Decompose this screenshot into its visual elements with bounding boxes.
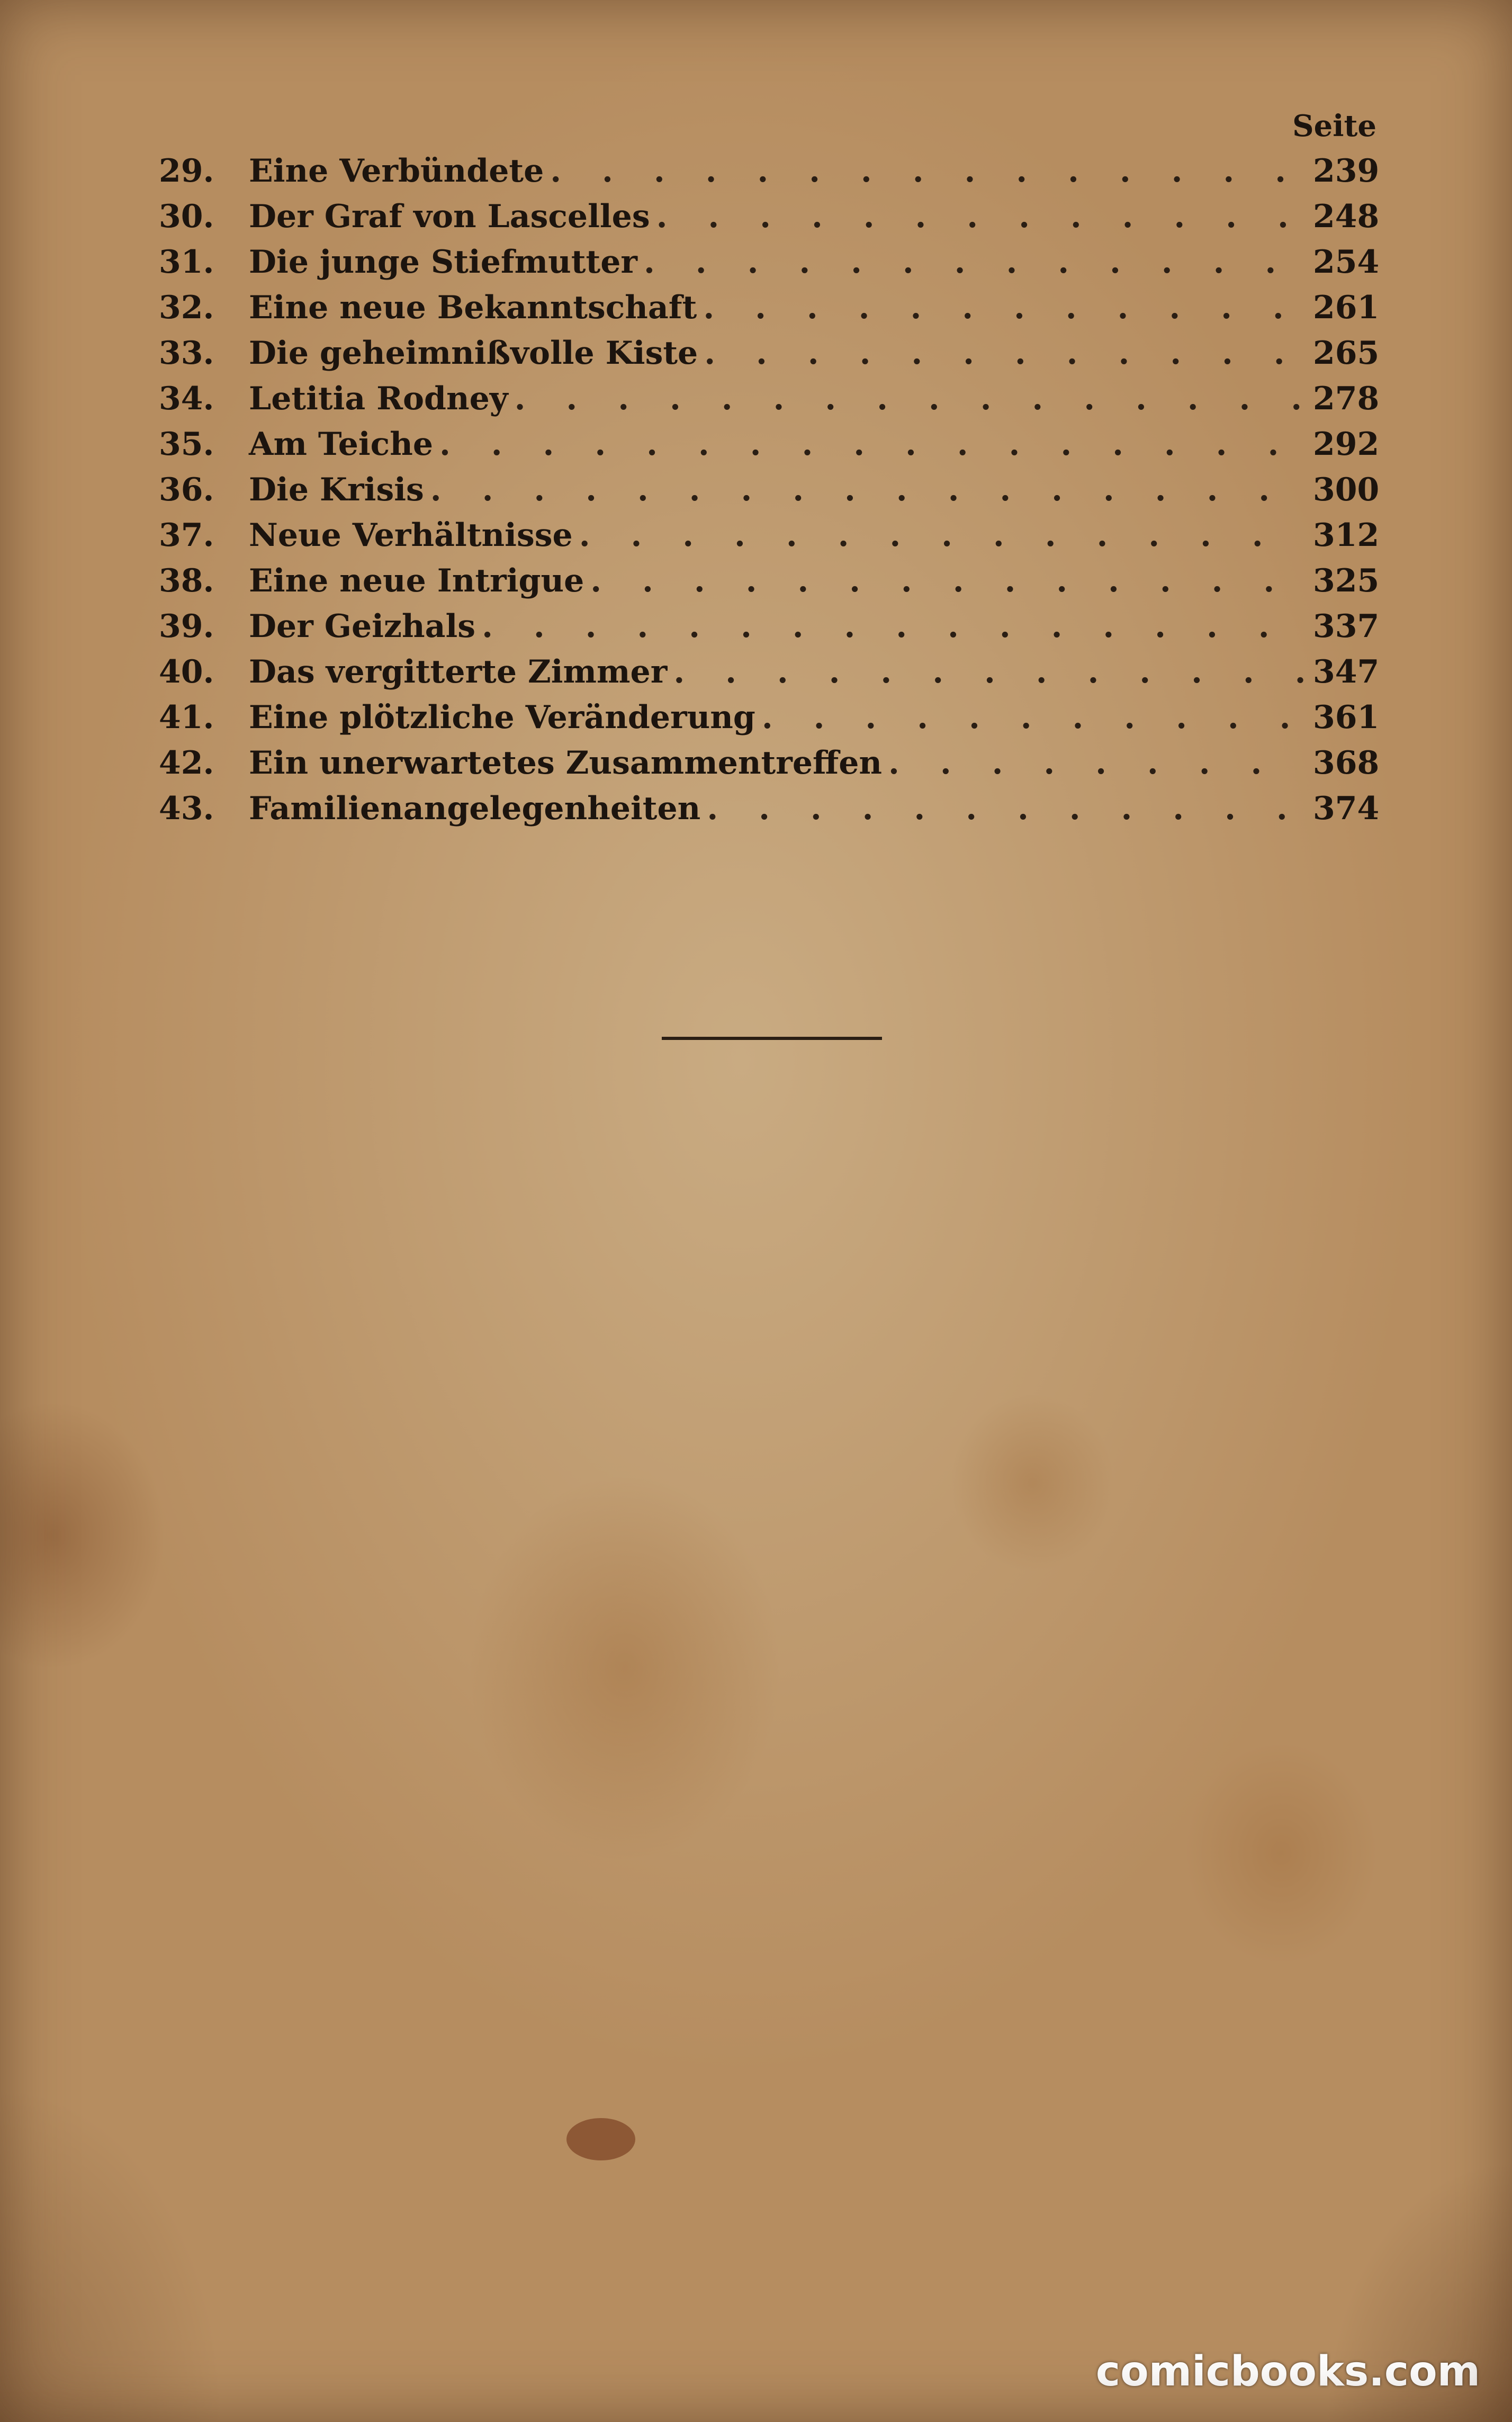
chapter-title: Das vergitterte Zimmer (249, 653, 668, 690)
toc-row (159, 330, 1380, 376)
table-of-contents (159, 148, 1380, 831)
chapter-number: 32. (159, 289, 214, 326)
dot-leader (762, 695, 1304, 740)
dot-leader (482, 604, 1304, 649)
chapter-number: 41. (159, 699, 214, 736)
toc-row (159, 604, 1380, 649)
chapter-page: 337 (1313, 608, 1380, 645)
toc-row (159, 376, 1380, 421)
dot-leader (888, 740, 1304, 786)
chapter-number: 38. (159, 562, 214, 599)
dot-leader (515, 376, 1304, 421)
chapter-title: Eine Verbündete (249, 153, 544, 190)
chapter-title: Die Krisis (249, 471, 424, 508)
toc-row (159, 740, 1380, 786)
toc-row (159, 649, 1380, 695)
chapter-title: Die geheimnißvolle Kiste (249, 335, 698, 372)
chapter-page: 312 (1313, 517, 1380, 554)
chapter-page: 261 (1313, 289, 1380, 326)
toc-row (159, 695, 1380, 740)
dot-leader (644, 239, 1304, 285)
chapter-page: 239 (1313, 153, 1380, 190)
dot-leader (550, 148, 1304, 194)
toc-row (159, 421, 1380, 467)
chapter-page: 361 (1313, 699, 1380, 736)
chapter-number: 40. (159, 653, 214, 690)
chapter-title: Der Graf von Lascelles (249, 198, 650, 235)
chapter-title: Neue Verhältnisse (249, 517, 573, 554)
chapter-title: Der Geizhals (249, 608, 476, 645)
stain-spot (566, 2118, 635, 2160)
chapter-number: 34. (159, 380, 214, 417)
dot-leader (430, 467, 1304, 513)
chapter-title: Eine plötzliche Veränderung (249, 699, 755, 736)
toc-row (159, 513, 1380, 558)
toc-row (159, 148, 1380, 194)
chapter-page: 368 (1313, 744, 1380, 782)
chapter-number: 31. (159, 244, 214, 281)
chapter-page: 374 (1313, 790, 1380, 827)
chapter-page: 248 (1313, 198, 1380, 235)
dot-leader (673, 649, 1304, 695)
chapter-number: 33. (159, 335, 214, 372)
page-column-header: Seite (1292, 109, 1376, 143)
chapter-page: 278 (1313, 380, 1380, 417)
chapter-title: Eine neue Bekanntschaft (249, 289, 697, 326)
toc-row (159, 239, 1380, 285)
dot-leader (656, 194, 1304, 239)
chapter-number: 39. (159, 608, 214, 645)
section-divider-rule (662, 1037, 882, 1040)
dot-leader (439, 421, 1304, 467)
chapter-title: Eine neue Intrigue (249, 562, 584, 599)
dot-leader (704, 330, 1304, 376)
dot-leader (579, 513, 1304, 558)
chapter-title: Familienangelegenheiten (249, 790, 701, 827)
chapter-number: 35. (159, 426, 214, 463)
dot-leader (703, 285, 1304, 330)
chapter-title: Ein unerwartetes Zusammentreffen (249, 744, 883, 782)
chapter-page: 347 (1313, 653, 1380, 690)
chapter-page: 292 (1313, 426, 1380, 463)
chapter-page: 325 (1313, 562, 1380, 599)
chapter-number: 42. (159, 744, 214, 782)
chapter-number: 30. (159, 198, 214, 235)
chapter-number: 37. (159, 517, 214, 554)
toc-row (159, 285, 1380, 330)
dot-leader (707, 786, 1304, 831)
watermark-text: comicbooks.com (1095, 2348, 1480, 2396)
chapter-title: Am Teiche (249, 426, 433, 463)
toc-row (159, 558, 1380, 604)
toc-row (159, 194, 1380, 239)
chapter-title: Letitia Rodney (249, 380, 508, 417)
chapter-number: 36. (159, 471, 214, 508)
chapter-title: Die junge Stiefmutter (249, 244, 638, 281)
chapter-page: 265 (1313, 335, 1380, 372)
chapter-number: 43. (159, 790, 214, 827)
chapter-page: 254 (1313, 244, 1380, 281)
toc-row (159, 467, 1380, 513)
dot-leader (590, 558, 1304, 604)
toc-row (159, 786, 1380, 831)
chapter-number: 29. (159, 153, 214, 190)
chapter-page: 300 (1313, 471, 1380, 508)
